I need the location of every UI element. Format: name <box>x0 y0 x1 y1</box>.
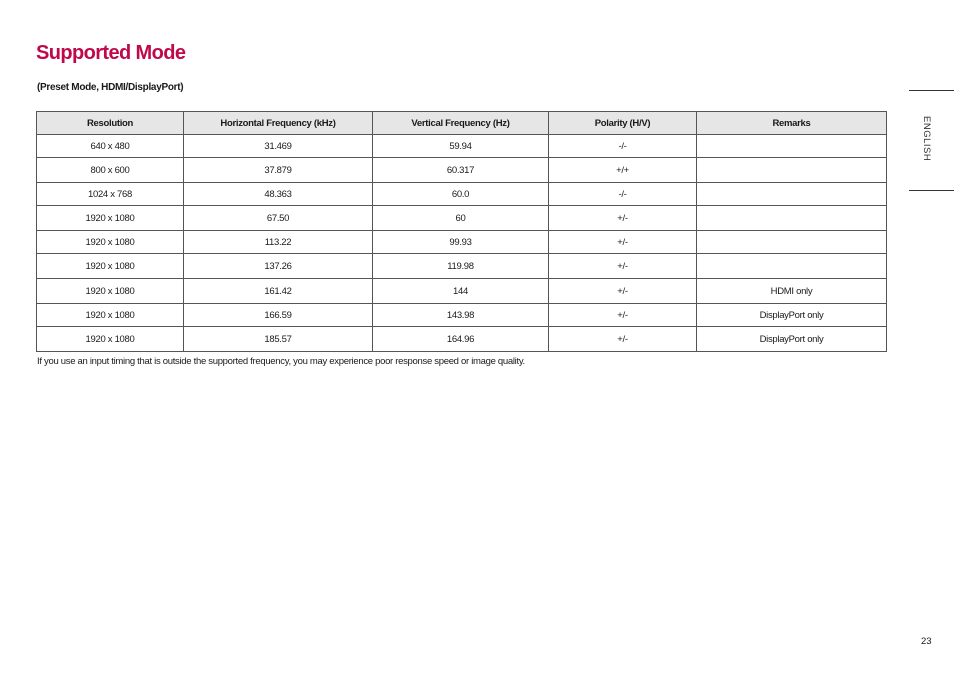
header-remarks: Remarks <box>697 112 887 135</box>
cell-remarks <box>697 254 887 279</box>
table-row <box>37 231 887 254</box>
cell-horizontal-frequency: 113.22 <box>184 231 373 254</box>
cell-remarks: HDMI only <box>697 279 887 304</box>
cell-polarity: -/- <box>549 135 697 158</box>
cell-horizontal-frequency: 137.26 <box>184 254 373 279</box>
header-polarity: Polarity (H/V) <box>549 112 697 135</box>
cell-remarks <box>697 206 887 231</box>
cell-horizontal-frequency: 185.57 <box>184 327 373 352</box>
cell-horizontal-frequency: 48.363 <box>184 183 373 206</box>
side-divider-top <box>909 90 954 91</box>
cell-horizontal-frequency: 31.469 <box>184 135 373 158</box>
cell-polarity: +/- <box>549 327 697 352</box>
cell-resolution: 800 x 600 <box>37 158 184 183</box>
cell-horizontal-frequency: 37.879 <box>184 158 373 183</box>
cell-polarity: +/+ <box>549 158 697 183</box>
supported-mode-table <box>36 111 887 352</box>
header-resolution: Resolution <box>37 112 184 135</box>
page-number: 23 <box>921 636 932 647</box>
cell-resolution: 1920 x 1080 <box>37 327 184 352</box>
cell-vertical-frequency: 59.94 <box>373 135 549 158</box>
cell-horizontal-frequency: 166.59 <box>184 304 373 327</box>
cell-vertical-frequency: 60.0 <box>373 183 549 206</box>
table-row <box>37 304 887 327</box>
side-divider-bottom <box>909 190 954 191</box>
cell-polarity: +/- <box>549 279 697 304</box>
table-row <box>37 206 887 231</box>
cell-vertical-frequency: 143.98 <box>373 304 549 327</box>
cell-resolution: 1920 x 1080 <box>37 206 184 231</box>
cell-vertical-frequency: 60 <box>373 206 549 231</box>
header-horizontal-frequency: Horizontal Frequency (kHz) <box>184 112 373 135</box>
table-row <box>37 135 887 158</box>
header-vertical-frequency: Vertical Frequency (Hz) <box>373 112 549 135</box>
cell-polarity: +/- <box>549 254 697 279</box>
cell-vertical-frequency: 119.98 <box>373 254 549 279</box>
cell-remarks <box>697 231 887 254</box>
cell-polarity: +/- <box>549 304 697 327</box>
table-header-row <box>37 112 887 135</box>
cell-resolution: 1920 x 1080 <box>37 231 184 254</box>
cell-remarks <box>697 183 887 206</box>
cell-resolution: 1920 x 1080 <box>37 279 184 304</box>
table-row <box>37 183 887 206</box>
cell-resolution: 1920 x 1080 <box>37 254 184 279</box>
cell-remarks: DisplayPort only <box>697 327 887 352</box>
page-title: Supported Mode <box>36 42 186 64</box>
table-row <box>37 327 887 352</box>
table-row <box>37 158 887 183</box>
cell-remarks <box>697 135 887 158</box>
table-row <box>37 279 887 304</box>
cell-horizontal-frequency: 67.50 <box>184 206 373 231</box>
cell-vertical-frequency: 99.93 <box>373 231 549 254</box>
cell-remarks <box>697 158 887 183</box>
language-label: ENGLISH <box>921 116 932 162</box>
section-subtitle: (Preset Mode, HDMI/DisplayPort) <box>37 82 184 93</box>
frequency-note: If you use an input timing that is outside the supported frequency, you may experience poor response speed or image quality. <box>37 356 525 367</box>
cell-polarity: +/- <box>549 231 697 254</box>
table-row <box>37 254 887 279</box>
cell-vertical-frequency: 60.317 <box>373 158 549 183</box>
cell-resolution: 640 x 480 <box>37 135 184 158</box>
cell-remarks: DisplayPort only <box>697 304 887 327</box>
cell-vertical-frequency: 144 <box>373 279 549 304</box>
cell-polarity: +/- <box>549 206 697 231</box>
cell-horizontal-frequency: 161.42 <box>184 279 373 304</box>
cell-resolution: 1024 x 768 <box>37 183 184 206</box>
cell-resolution: 1920 x 1080 <box>37 304 184 327</box>
cell-polarity: -/- <box>549 183 697 206</box>
cell-vertical-frequency: 164.96 <box>373 327 549 352</box>
